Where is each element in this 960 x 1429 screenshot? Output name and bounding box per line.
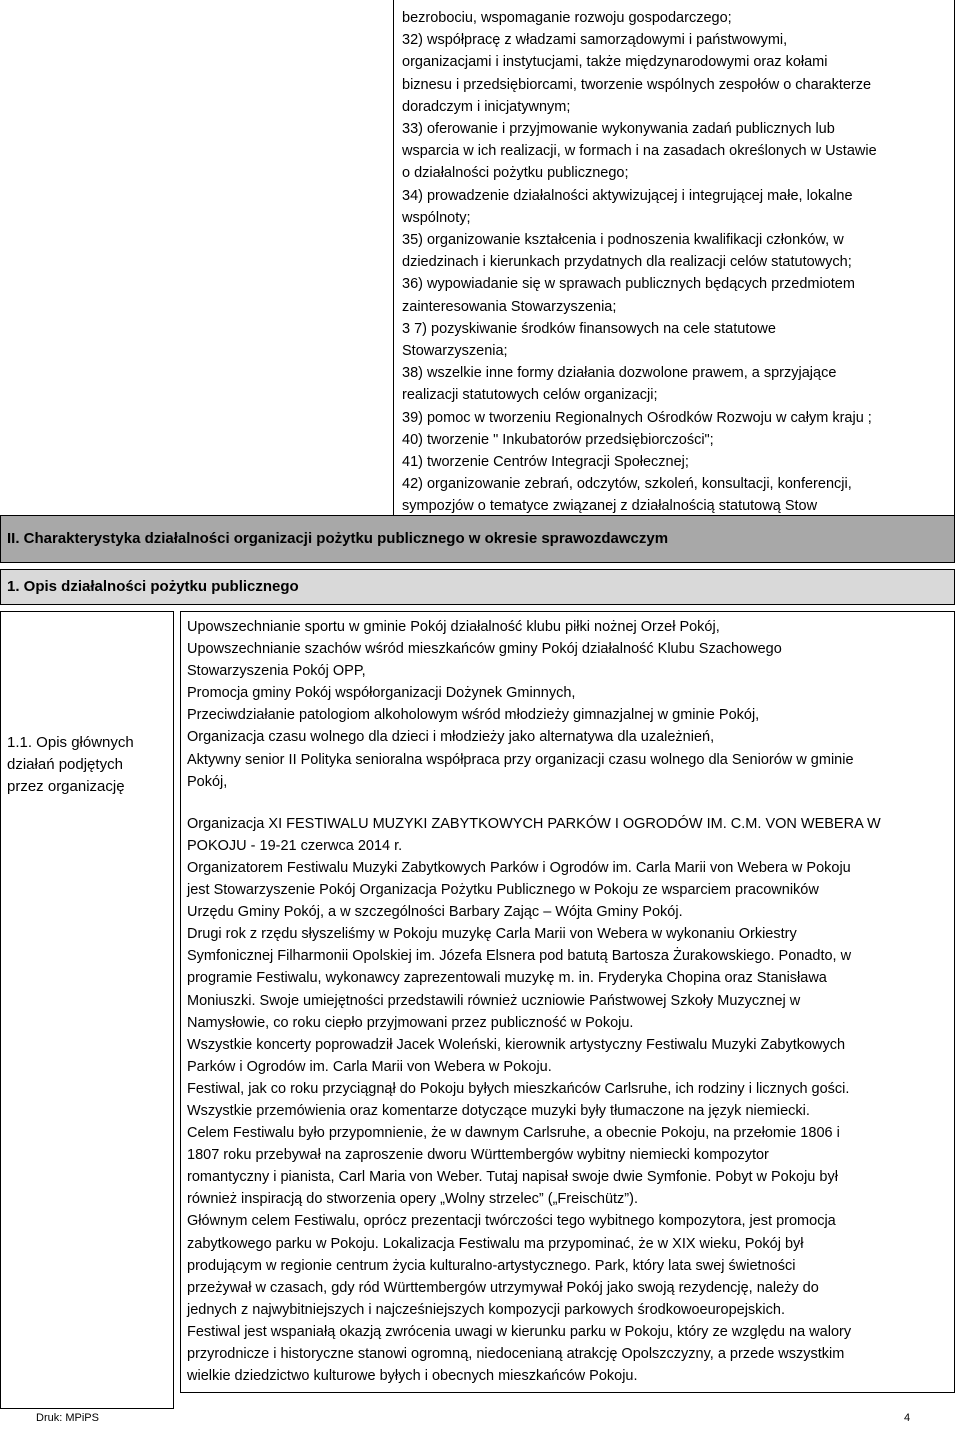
statute-goals-cell [393,0,955,515]
festival-line: programie Festiwalu, wykonawcy zaprezentowali muzykę m. in. Fryderyka Chopina oraz Stanisława [187,970,827,987]
festival-line: Festiwal, jak co roku przyciągnął do Pokoju byłych mieszkańców Carlsruhe, ich rodziny i licznych gości. [187,1080,850,1097]
paragraph-gap [187,793,954,813]
festival-line: jednych z najwybitniejszych i najcześniejszych kompozycji parkowych środkowoeuropejskich. [187,1301,785,1318]
label-line: przez organizację [7,778,125,796]
activity-line: Pokój, [187,773,228,790]
statute-goal-line: wsparcia w ich realizacji, w formach i na zasadach określonych w Ustawie [402,143,877,160]
activity-line: Upowszechnianie sportu w gminie Pokój działalność klubu piłki nożnej Orzeł Pokój, [187,619,720,635]
statute-goal-line: 42) organizowanie zebrań, odczytów, szkoleń, konsultacji, konferencji, [402,476,852,493]
label-cell [0,611,174,1409]
festival-line: Głównym celem Festiwalu, oprócz prezentacji twórczości tego wybitnego kompozytora, jest promocja [187,1213,836,1230]
festival-line: Organizatorem Festiwalu Muzyki Zabytkowych Parków i Ogrodów im. Carla Marii von Webera w Pokoju [187,859,851,876]
statute-goal-line: dziedzinach i kierunkach przydatnych dla realizacji celów statutowych; [402,254,852,271]
festival-line: zabytkowego parku w Pokoju. Lokalizacja Festiwalu ma przypominać, że w XIX wieku, Pokój był [187,1235,804,1252]
festival-line: przeżywał w czasach, gdy ród Württembergów utrzymywał Pokój jako swoją rezydencję, należy do [187,1279,819,1296]
festival-line: Wszystkie przemówienia oraz komentarze dotyczące muzyki były tłumaczone na język niemiecki. [187,1102,810,1119]
print-label: Druk: MPiPS [36,1412,99,1424]
subsection-title: 1. Opis działalności pożytku publicznego [0,569,955,605]
statute-goal-line: 34) prowadzenie działalności aktywizującej i integrującej małe, lokalne [402,187,853,204]
activities-description-cell [180,611,955,1393]
statute-goal-line: 39) pomoc w tworzeniu Regionalnych Ośrodków Rozwoju w całym kraju ; [402,409,872,426]
festival-line: wielkie dziedzictwo kulturowe byłych i obecnych mieszkańców Pokoju. [187,1368,638,1385]
festival-line: Organizacja XI FESTIWALU MUZYKI ZABYTKOWYCH PARKÓW I OGRODÓW IM. C.M. VON WEBERA W [187,815,881,832]
festival-line: Moniuszki. Swoje umiejętności przedstawili również uczniowie Państwowej Szkoły Muzycznej w [187,992,801,1009]
label-text [7,732,167,799]
statute-goal-line: Stowarzyszenia; [402,343,508,360]
festival-line: Parków i Ogrodów im. Carla Marii von Webera w Pokoju. [187,1058,552,1075]
festival-line: Drugi rok z rzędu słyszeliśmy w Pokoju muzykę Carla Marii von Webera w wykonaniu Orkiestry [187,926,797,943]
statute-goal-line: 35) organizowanie kształcenia i podnoszenia kwalifikacji członków, w [402,232,844,249]
statute-goal-line: realizacji statutowych celów organizacji; [402,387,658,404]
festival-description [187,813,954,1387]
label-line: 1.1. Opis głównych [7,734,134,751]
festival-line: Namysłowie, co roku ciepło przyjmowani przez publiczność w Pokoju. [187,1014,634,1031]
festival-line: Urzędu Gminy Pokój, a w szczególności Barbary Zając – Wójta Gminy Pokój. [187,904,683,921]
festival-line: jest Stowarzyszenie Pokój Organizacja Pożytku Publicznego w Pokoju ze wsparciem pracowników [187,882,819,899]
statute-goal-line: 40) tworzenie " Inkubatorów przedsiębiorczości"; [402,431,714,448]
statute-goal-line: organizacjami i instytucjami, także międzynarodowymi oraz kołami [402,54,828,71]
festival-line: również inspiracją do stworzenia opery „Wolny strzelec” („Freischütz”). [187,1191,638,1208]
statute-goal-line: 3 7) pozyskiwanie środków finansowych na cele statutowe [402,320,776,337]
statute-goal-line: zainteresowania Stowarzyszenia; [402,298,617,315]
statute-goal-line: doradczym i inicjatywnym; [402,98,571,115]
activity-line: Upowszechnianie szachów wśród mieszkańców gminy Pokój działalność Klubu Szachowego [187,641,782,658]
statute-goal-line: 38) wszelkie inne formy działania dozwolone prawem, a sprzyjające [402,365,837,382]
activity-line: Aktywny senior II Polityka senioralna współpraca przy organizacji czasu wolnego dla Seniorów w gminie [187,751,854,768]
statute-goal-line: bezrobociu, wspomaganie rozwoju gospodarczego; [402,10,732,26]
section-title: II. Charakterystyka działalności organizacji pożytku publicznego w okresie sprawozdawczym [0,515,955,563]
festival-line: Symfonicznej Filharmonii Opolskiej im. Józefa Elsnera pod batutą Bartosza Żurakowskiego. Ponadto, w [187,948,852,965]
statute-goal-line: 41) tworzenie Centrów Integracji Społecznej; [402,454,689,471]
festival-line: Wszystkie koncerty poprowadził Jacek Woleński, kierownik artystyczny Festiwalu Muzyki Zabytkowych [187,1036,846,1053]
activity-line: Przeciwdziałanie patologiom alkoholowym wśród młodzieży gimnazjalnej w gminie Pokój, [187,707,760,724]
festival-line: romantyczny i pianista, Carl Maria von Weber. Tutaj napisał swoje dwie Symfonie. Pobyt w Pokoju był [187,1169,838,1186]
activities-list [187,616,954,793]
activity-line: Promocja gminy Pokój współorganizacji Dożynek Gminnych, [187,685,576,702]
festival-line: przyrodnicze i historyczne stanowi ogromną, niedocenianą atrakcję Opolszczyzny, a przede wszystkim [187,1346,845,1362]
statute-goal-line: wspólnoty; [402,209,471,226]
festival-line: Celem Festiwalu było przypomnienie, że w dawnym Carlsruhe, a obecnie Pokoju, na przełomie 1806 i [187,1125,840,1142]
statute-goal-line: 33) oferowanie i przyjmowanie wykonywania zadań publicznych lub [402,121,835,138]
statute-goal-line: o działalności pożytku publicznego; [402,165,629,182]
festival-line: Festiwal jest wspaniałą okazją zwrócenia uwagi w kierunku parku w Pokoju, który ze względu na walory [187,1323,852,1340]
label-line: działań podjętych [7,756,123,774]
statute-goal-line: 36) wypowiadanie się w sprawach publicznych będących przedmiotem [402,276,855,293]
activity-line: Stowarzyszenia Pokój OPP, [187,663,366,680]
festival-line: 1807 roku przebywał na zaproszenie dworu Württembergów wybitny niemiecki kompozytor [187,1147,769,1164]
page-number: 4 [904,1412,911,1424]
statute-goal-line: 32) współpracę z władzami samorządowymi i państwowymi, [402,32,788,49]
statute-goal-line: biznesu i przedsiębiorcami, tworzenie wspólnych zespołów o charakterze [402,76,872,93]
festival-line: prodującym w regionie centrum życia kulturalno-artystycznego. Park, który lata swej świetności [187,1257,796,1274]
festival-line: POKOJU - 19-21 czerwca 2014 r. [187,837,403,854]
activity-line: Organizacja czasu wolnego dla dzieci i młodzieży jako alternatywa dla uzależnień, [187,729,715,746]
statute-goal-line: sympozjów o tematyce związanej z działalnością statutową Stow [402,498,818,515]
